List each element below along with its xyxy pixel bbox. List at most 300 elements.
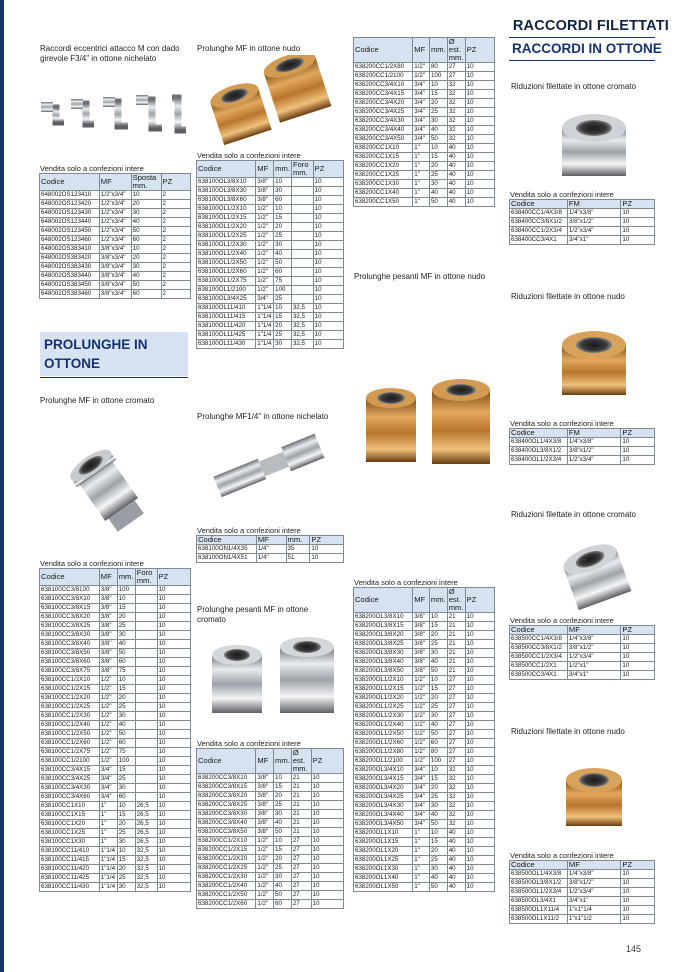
- table-cell: 40: [447, 198, 465, 207]
- table-cell: [291, 232, 313, 241]
- table-cell: 80: [429, 63, 447, 72]
- column-header: Codice: [197, 536, 257, 545]
- table-row: [354, 712, 495, 721]
- table-cell: 638100CC1/2X30: [40, 712, 100, 721]
- table-cell: 25: [429, 108, 447, 117]
- table-cell: 1/4"x3/8": [567, 438, 620, 447]
- table-header-row: [197, 536, 344, 545]
- table-cell: 25: [429, 793, 447, 802]
- table-cell: 3/8": [413, 631, 430, 640]
- table-cell: 638400CC1/2X3/4: [510, 227, 568, 236]
- table-cell: 10: [157, 766, 190, 775]
- table-cell: 10: [313, 232, 343, 241]
- table-row: [354, 667, 495, 676]
- table-cell: 1/2": [413, 757, 430, 766]
- column-header: mm.: [286, 536, 310, 545]
- table-cell: 50: [117, 649, 135, 658]
- table-cell: 638200OL1X30: [354, 865, 413, 874]
- table-cell: 10: [274, 774, 292, 783]
- table-row: [197, 277, 344, 286]
- table-cell: 20: [274, 855, 292, 864]
- section-title-line1: PROLUNGHE IN: [44, 337, 148, 352]
- table-row: [354, 784, 495, 793]
- table-cell: 638200OL1/2X80: [354, 748, 413, 757]
- table-cell: 3/4": [413, 802, 430, 811]
- table-cell: 40: [429, 189, 447, 198]
- table-cell: 10: [157, 586, 190, 595]
- table-cell: 638100CC1/2X20: [40, 694, 100, 703]
- table-cell: 638200CC1X40: [354, 189, 413, 198]
- table-cell: 40: [447, 838, 465, 847]
- cromato-table: [39, 568, 191, 892]
- table-cell: 1/2": [99, 685, 117, 694]
- table-cell: 1": [413, 829, 430, 838]
- table-row: [354, 162, 495, 171]
- table-row: [510, 218, 655, 227]
- table-cell: 20: [429, 847, 447, 856]
- table-cell: 40: [447, 162, 465, 171]
- section-title-rule: [40, 377, 188, 378]
- table-cell: 27: [447, 748, 465, 757]
- table-row: [510, 447, 655, 456]
- table-row: [40, 290, 191, 299]
- table-row: [40, 227, 191, 236]
- table-cell: 3/4": [413, 775, 430, 784]
- table-cell: 1/2"x3/4": [99, 227, 131, 236]
- table-cell: 648002OS123420: [40, 200, 100, 209]
- section-title: [44, 335, 148, 373]
- table-cell: 10: [621, 456, 655, 465]
- table-cell: 50: [131, 281, 161, 290]
- table-row: [510, 888, 655, 897]
- table-cell: 1"1/4: [256, 304, 274, 313]
- table-cell: [291, 295, 313, 304]
- table-cell: 10: [274, 178, 292, 187]
- table-cell: 27: [447, 757, 465, 766]
- table-cell: 10: [313, 313, 343, 322]
- table-cell: 10: [157, 883, 190, 892]
- table-cell: 10: [311, 891, 343, 900]
- table-cell: 1/2": [99, 712, 117, 721]
- table-cell: 1/2"x1": [567, 662, 620, 671]
- table-row: [40, 703, 191, 712]
- table-row: [510, 879, 655, 888]
- table-cell: 10: [131, 191, 161, 200]
- table-cell: 15: [429, 622, 447, 631]
- table-cell: 100: [274, 286, 292, 295]
- table-cell: 638100CC3/8X50: [40, 649, 100, 658]
- table-cell: 60: [117, 739, 135, 748]
- table-cell: 32,5: [291, 313, 313, 322]
- table-cell: 10: [157, 730, 190, 739]
- table-row: [354, 613, 495, 622]
- table-cell: 638100OL1/2X30: [197, 241, 256, 250]
- table-cell: 3/8": [99, 631, 117, 640]
- table-cell: 10: [313, 196, 343, 205]
- table-cell: 10: [274, 837, 292, 846]
- table-cell: 32: [447, 766, 465, 775]
- table-row: [354, 856, 495, 865]
- table-cell: 10: [465, 811, 494, 820]
- table-cell: 40: [429, 874, 447, 883]
- table-cell: 21: [291, 783, 311, 792]
- table-cell: 10: [465, 757, 494, 766]
- table-cell: 10: [465, 685, 494, 694]
- table-cell: 3/4": [99, 775, 117, 784]
- table-cell: 1": [413, 838, 430, 847]
- table-cell: 40: [447, 189, 465, 198]
- table-cell: 40: [447, 144, 465, 153]
- table-cell: 20: [131, 200, 161, 209]
- table-cell: 1/2": [99, 676, 117, 685]
- table-row: [40, 658, 191, 667]
- table-cell: 638200CC1/2X50: [197, 891, 256, 900]
- table-cell: 1/2": [99, 694, 117, 703]
- table-cell: [135, 739, 157, 748]
- table-cell: [135, 784, 157, 793]
- table-cell: 638100OL3/8X60: [197, 196, 256, 205]
- table-cell: 638200CC1/2X60: [197, 900, 256, 909]
- table-cell: 35: [286, 545, 310, 554]
- table-cell: 10: [311, 873, 343, 882]
- cromato-caption: Prolunghe MF in ottone cromato: [40, 396, 155, 405]
- table-cell: 3/8": [413, 658, 430, 667]
- table-cell: 638100ON1/4X35: [197, 545, 257, 554]
- table-cell: 10: [465, 712, 494, 721]
- table-cell: 10: [313, 259, 343, 268]
- table-cell: 25: [117, 703, 135, 712]
- table-cell: 10: [465, 775, 494, 784]
- table-cell: 638200CC1X25: [354, 171, 413, 180]
- table-cell: 25: [429, 171, 447, 180]
- table-header-row: [510, 429, 655, 438]
- table-cell: 638200CC1X30: [354, 180, 413, 189]
- table-cell: 1": [413, 847, 430, 856]
- table-row: [197, 855, 344, 864]
- nichelato-caption: Prolunghe MF1/4" in ottone nichelato: [197, 412, 329, 421]
- table-cell: 21: [447, 649, 465, 658]
- column-header: mm.: [429, 38, 447, 63]
- table-cell: [135, 667, 157, 676]
- table-row: [197, 810, 344, 819]
- table-row: [40, 820, 191, 829]
- table-cell: 648002OS383460: [40, 290, 100, 299]
- table-cell: 26,5: [135, 811, 157, 820]
- table-cell: [135, 640, 157, 649]
- table-row: [354, 865, 495, 874]
- table-cell: 1": [413, 874, 430, 883]
- table-cell: [135, 586, 157, 595]
- table-cell: 1/2": [99, 739, 117, 748]
- table-cell: 638200CC1X15: [354, 153, 413, 162]
- table-cell: 40: [131, 218, 161, 227]
- table-cell: 32,5: [135, 847, 157, 856]
- table-cell: 10: [621, 218, 655, 227]
- table-cell: 638100CC1/2X75: [40, 748, 100, 757]
- column-header: PZ: [621, 626, 655, 635]
- table-cell: 80: [429, 748, 447, 757]
- table-cell: 40: [447, 829, 465, 838]
- table-cell: [291, 250, 313, 259]
- table-cell: 50: [274, 891, 292, 900]
- table-row: [510, 456, 655, 465]
- table-cell: 2: [161, 281, 190, 290]
- table-cell: 50: [429, 820, 447, 829]
- table-cell: 1/2": [413, 685, 430, 694]
- table-cell: 20: [429, 162, 447, 171]
- table-cell: 10: [621, 447, 655, 456]
- table-cell: 27: [291, 900, 311, 909]
- table-row: [354, 775, 495, 784]
- table-cell: 3/8": [413, 613, 430, 622]
- table-cell: 40: [447, 180, 465, 189]
- table-cell: 10: [465, 189, 494, 198]
- table-cell: 638200OL3/8X25: [354, 640, 413, 649]
- table-row: [510, 653, 655, 662]
- table-cell: 15: [274, 214, 292, 223]
- table-cell: 10: [313, 214, 343, 223]
- table-cell: 3/8": [256, 196, 274, 205]
- table-cell: 26,5: [135, 802, 157, 811]
- table-cell: 638400CC1/4X3/8: [510, 209, 568, 218]
- table-row: [40, 775, 191, 784]
- table-cell: 1/2": [256, 205, 274, 214]
- table-cell: [135, 775, 157, 784]
- table-cell: 3/8": [256, 801, 274, 810]
- table-cell: 1": [99, 802, 117, 811]
- column-header: PZ: [310, 536, 344, 545]
- table-cell: 1": [413, 189, 430, 198]
- rid-cromato-2-table: [509, 625, 655, 680]
- column-header: MF: [413, 588, 430, 613]
- column-header: Sposta mm.: [131, 174, 161, 191]
- table-cell: 32,5: [291, 340, 313, 349]
- table-cell: 20: [429, 694, 447, 703]
- table-cell: 638100CC1/2X15: [40, 685, 100, 694]
- table-cell: 10: [313, 250, 343, 259]
- table-cell: 10: [157, 595, 190, 604]
- table-cell: 40: [274, 250, 292, 259]
- table-row: [354, 847, 495, 856]
- table-cell: 10: [621, 644, 655, 653]
- table-cell: [135, 658, 157, 667]
- rid-nudo-1-table: [509, 428, 655, 465]
- rid-nudo-1-caption: Riduzioni filettate in ottone nudo: [511, 292, 625, 301]
- table-cell: 27: [291, 864, 311, 873]
- table-row: [40, 685, 191, 694]
- rid-nudo-1-sold-note: Vendita solo a confezioni intere: [510, 419, 614, 428]
- table-cell: 27: [447, 712, 465, 721]
- table-cell: 638200CC1/2X25: [197, 864, 256, 873]
- table-cell: 10: [311, 774, 343, 783]
- table-cell: 1/2": [256, 900, 274, 909]
- table-cell: 1/2": [413, 72, 430, 81]
- table-cell: 3/4": [413, 126, 430, 135]
- table-cell: 3/8": [256, 774, 274, 783]
- table-cell: 25: [274, 331, 292, 340]
- table-row: [354, 622, 495, 631]
- table-cell: 638100CC11/425: [40, 874, 100, 883]
- table-row: [40, 604, 191, 613]
- table-cell: 648002OS383420: [40, 254, 100, 263]
- table-cell: 32: [447, 108, 465, 117]
- table-row: [197, 900, 344, 909]
- column-header: PZ: [465, 38, 494, 63]
- table-cell: 1"1/4: [256, 322, 274, 331]
- table-cell: 1/2": [99, 748, 117, 757]
- column-header: Ø est. mm.: [448, 587, 464, 612]
- table-cell: 3/8"x1/2": [567, 447, 620, 456]
- table-cell: 3/8"x3/4": [99, 254, 131, 263]
- table-cell: 10: [465, 81, 494, 90]
- table-cell: 3/4": [413, 90, 430, 99]
- table-cell: 2: [161, 245, 190, 254]
- table-cell: 10: [621, 879, 655, 888]
- table-cell: 1/2": [99, 703, 117, 712]
- table-cell: 638200CC1/2X30: [197, 873, 256, 882]
- table-cell: 10: [157, 811, 190, 820]
- pesanti-nudo-sold-note: Vendita solo a confezioni intere: [354, 578, 458, 587]
- table-header-row: [354, 588, 495, 613]
- table-cell: 15: [274, 313, 292, 322]
- table-cell: 10: [465, 784, 494, 793]
- table-cell: 20: [117, 865, 135, 874]
- nudo-photo: [200, 55, 340, 150]
- table-cell: 2: [161, 263, 190, 272]
- table-cell: 3/4": [99, 784, 117, 793]
- table-cell: 21: [291, 828, 311, 837]
- table-cell: 1": [413, 865, 430, 874]
- table-cell: 638200CC3/8X50: [197, 828, 256, 837]
- table-cell: 10: [429, 766, 447, 775]
- rid-cromato-1-table: [509, 199, 655, 245]
- table-cell: 648002OS123440: [40, 218, 100, 227]
- table-cell: 1/2": [99, 721, 117, 730]
- table-cell: 3/8": [99, 595, 117, 604]
- table-cell: 3/8": [99, 640, 117, 649]
- table-cell: 638100CC11/410: [40, 847, 100, 856]
- table-cell: 40: [429, 658, 447, 667]
- table-row: [510, 209, 655, 218]
- table-header-row: [510, 861, 655, 870]
- table-cell: 1": [413, 153, 430, 162]
- table-cell: 32: [447, 90, 465, 99]
- table-cell: [135, 649, 157, 658]
- table-row: [197, 331, 344, 340]
- table-cell: 25: [429, 640, 447, 649]
- table-cell: 50: [429, 730, 447, 739]
- table-cell: 638200OL3/8X50: [354, 667, 413, 676]
- table-cell: 638200CC1/2X40: [197, 882, 256, 891]
- table-cell: 1/2": [256, 259, 274, 268]
- table-row: [510, 236, 655, 245]
- table-cell: 32: [447, 81, 465, 90]
- table-cell: 32: [447, 793, 465, 802]
- table-cell: 10: [131, 245, 161, 254]
- column-header: mm.: [429, 588, 447, 613]
- table-cell: 21: [291, 774, 311, 783]
- table-cell: 25: [274, 295, 292, 304]
- table-cell: 10: [621, 870, 655, 879]
- table-cell: 32,5: [291, 331, 313, 340]
- table-cell: 638200CC3/4X10: [354, 81, 413, 90]
- table-cell: 638200CC1X50: [354, 198, 413, 207]
- table-cell: 638200CC3/8X40: [197, 819, 256, 828]
- table-cell: 638200CC3/4X40: [354, 126, 413, 135]
- table-row: [354, 739, 495, 748]
- pesanti-nudo-caption: Prolunghe pesanti MF in ottone nudo: [354, 272, 486, 281]
- table-cell: 10: [157, 793, 190, 802]
- table-cell: 10: [429, 676, 447, 685]
- table-cell: 10: [157, 640, 190, 649]
- table-cell: 25: [117, 622, 135, 631]
- table-cell: 40: [429, 811, 447, 820]
- table-cell: 638100OL3/8X10: [197, 178, 256, 187]
- table-cell: 10: [465, 703, 494, 712]
- column-header: Codice: [40, 569, 100, 586]
- table-row: [197, 313, 344, 322]
- pesanti-cromato-photo: [198, 625, 344, 730]
- table-cell: 638100CC3/4X60: [40, 793, 100, 802]
- column-header: MF: [256, 749, 274, 774]
- table-cell: 40: [447, 865, 465, 874]
- table-cell: 15: [429, 90, 447, 99]
- table-cell: 3/8": [256, 783, 274, 792]
- table-cell: 10: [621, 236, 655, 245]
- table-cell: 32: [447, 802, 465, 811]
- table-cell: 2: [161, 218, 190, 227]
- table-cell: 1/2": [256, 882, 274, 891]
- table-cell: 10: [157, 784, 190, 793]
- table-row: [40, 883, 191, 892]
- table-cell: 15: [117, 766, 135, 775]
- table-cell: 10: [465, 748, 494, 757]
- table-cell: 638200CC3/4X50: [354, 135, 413, 144]
- table-cell: 25: [117, 829, 135, 838]
- table-cell: 27: [291, 882, 311, 891]
- table-cell: 1/2": [413, 739, 430, 748]
- table-cell: 1"x1"1/2: [567, 915, 620, 924]
- table-row: [40, 721, 191, 730]
- table-cell: 3/4": [413, 99, 430, 108]
- table-cell: 1": [413, 883, 430, 892]
- pesanti-cromato-caption: Prolunghe pesanti MF in ottone cromato: [197, 605, 309, 624]
- table-cell: 20: [117, 820, 135, 829]
- table-cell: 2: [161, 200, 190, 209]
- table-cell: 10: [465, 90, 494, 99]
- table-cell: 10: [157, 649, 190, 658]
- table-row: [197, 792, 344, 801]
- table-cell: 638100OL1/2X15: [197, 214, 256, 223]
- table-row: [354, 144, 495, 153]
- table-cell: 638500CC3/8X1/2: [510, 644, 568, 653]
- table-cell: 10: [157, 829, 190, 838]
- table-cell: 32: [447, 820, 465, 829]
- table-cell: 1/2"x3/4": [99, 200, 131, 209]
- table-row: [40, 802, 191, 811]
- table-cell: 10: [621, 635, 655, 644]
- table-cell: 3/4": [413, 81, 430, 90]
- column-header: Codice: [354, 38, 413, 63]
- table-cell: 3/4": [413, 766, 430, 775]
- table-cell: 648002OS383440: [40, 272, 100, 281]
- table-row: [40, 649, 191, 658]
- table-row: [197, 774, 344, 783]
- table-cell: 10: [429, 81, 447, 90]
- table-row: [197, 873, 344, 882]
- table-row: [40, 712, 191, 721]
- table-cell: 21: [291, 801, 311, 810]
